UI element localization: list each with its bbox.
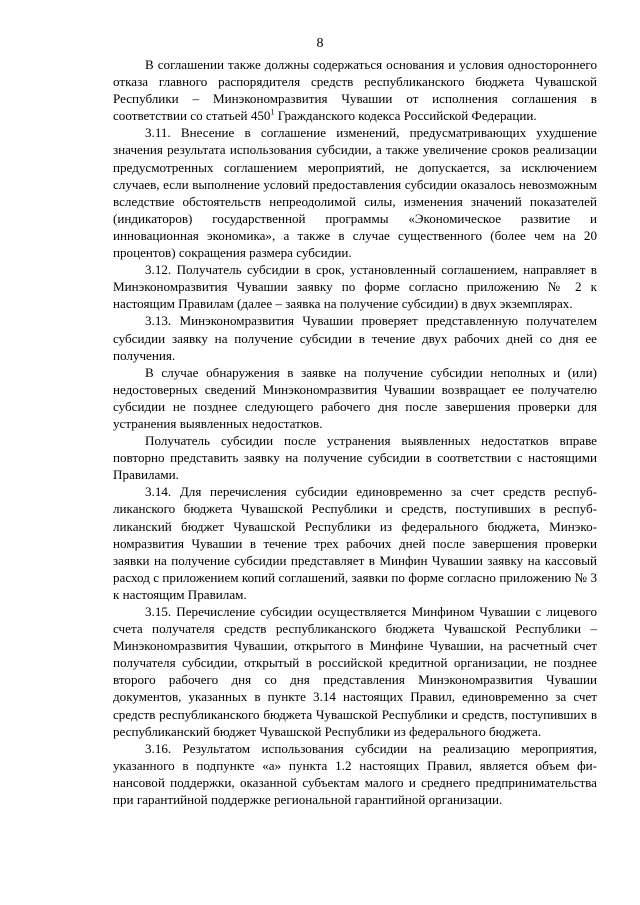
article-superscript: 1: [270, 107, 275, 117]
paragraph-text: Гражданского кодекса Российской Федерации.: [274, 108, 537, 124]
paragraph-3-13: 3.13. Минэкономразвития Чувашии проверяет представленную получателем субсидии заявку на получение субсидии в течение двух рабочих дней со дня ее получения.: [113, 313, 597, 363]
paragraph-resubmission: Получатель субсидии после устранения выявленных недостатков вправе повторно представить заявку на получение субсидии в соответствии с настоящими Правилами.: [113, 433, 597, 483]
paragraph-3-11: 3.11. Внесение в соглашение изменений, предусматривающих ухудшение значения результата использования субсидии, а также увеличение сроков реализации предусмотренных соглашением мероприятий, не допускается, за исключением случаев, если выполнение условий предоставления субсидии оказалось невозможным вследствие обстоятельств непреодолимой силы, изменения значений показателей (индикаторов) государственной программы «Экономическое развитие и инновационная экономика», а также в случае существенного (более чем на 20 процентов) сокращения размера субсидии.: [113, 125, 597, 261]
paragraph-3-14: 3.14. Для перечисления субсидии единовременно за счет средств республиканского бюджета Чувашской Республики и средств, поступивших в республиканский бюджет Чувашской Республики из федерального бюджета, Минэкономразвития Чувашии в течение трех рабочих дней после завершения проверки заявки на получение субсидии представляет в Минфин Чувашии заявку на кассовый расход с приложением копий соглашений, заявки по форме согласно приложению № 3 к настоящим Правилам.: [113, 484, 597, 602]
paragraph-text: В соглашении также должны содержаться основания и условия одностороннего отказа главного распорядителя средств республиканского бюджета Чувашской Республики – Минэкономразвития Чувашии от исполнения соглашения в соответствии со статьей 450: [113, 57, 597, 124]
paragraph-3-15: 3.15. Перечисление субсидии осуществляется Минфином Чувашии с лицевого счета получателя средств республиканского бюджета Чувашской Республики – Минэкономразвития Чувашии, открытого в Минфине Чувашии, на расчетный счет получателя субсидии, открытый в российской кредитной организации, не позднее второго рабочего дня со дня представления Минэкономразвития Чувашии документов, указанных в пункте 3.14 настоящих Правил, единовременно за счет средств республиканского бюджета Чувашской Республики и средств, поступивших в республиканский бюджет Чувашской Республики из федерального бюджета.: [113, 604, 597, 739]
paragraph-3-16: 3.16. Результатом использования субсидии на реализацию мероприятия, указанного в подпункте «а» пункта 1.2 настоящих Правил, является объем финансовой поддержки, оказанной субъектам малого и среднего предпринимательства при гарантийной поддержке региональной гарантийной организации.: [113, 740, 597, 808]
paragraph-agreement-termination: [113, 56, 597, 124]
document-body: [113, 56, 597, 808]
paragraph-3-12: 3.12. Получатель субсидии в срок, установленный соглашением, направляет в Минэкономразвития Чувашии заявку по форме согласно приложению № 2 к настоящим Правилам (далее – заявка на получение субсидии) в двух экземплярах.: [113, 262, 597, 312]
paragraph-incomplete-info: В случае обнаружения в заявке на получение субсидии неполных и (или) недостоверных сведений Минэкономразвития Чувашии возвращает ее получателю субсидии не позднее следующего рабочего дня после завершения проверки для устранения выявленных недостатков.: [113, 364, 597, 431]
page-number: 8: [316, 36, 324, 51]
